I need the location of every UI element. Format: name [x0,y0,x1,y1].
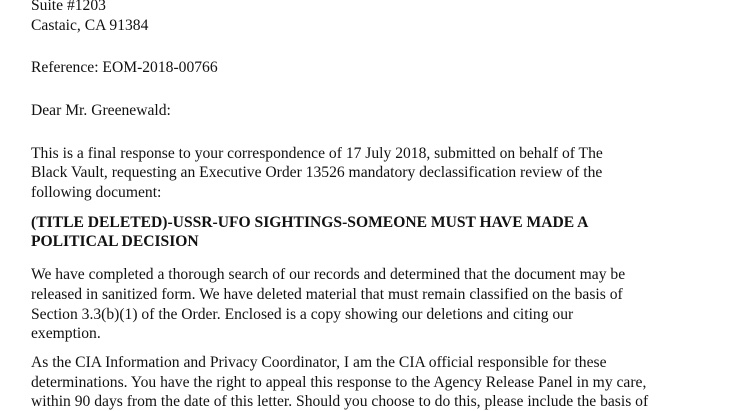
paragraph-line: We have completed a thorough search of our records and determined that the document may be [31,266,626,283]
paragraph-line: determinations. You have the right to appeal this response to the Agency Release Panel in my care, [31,374,647,391]
paragraph-line: exemption. [31,325,101,342]
paragraph-line: As the CIA Information and Privacy Coordinator, I am the CIA official responsible for these [31,354,607,371]
paragraph-line: following document: [31,184,162,201]
document-title-line: (TITLE DELETED)-USSR-UFO SIGHTINGS-SOMEONE MUST HAVE MADE A [31,214,589,231]
paragraph-line: released in sanitized form. We have deleted material that must remain classified on the basis of [31,286,623,303]
address-city-state-zip: Castaic, CA 91384 [31,17,149,34]
salutation: Dear Mr. Greenewald: [31,102,171,119]
reference-line: Reference: EOM-2018-00766 [31,59,218,76]
paragraph-line: Section 3.3(b)(1) of the Order. Enclosed is a copy showing our deletions and citing our [31,306,574,323]
paragraph-line: within 90 days from the date of this letter. Should you choose to do this, please include the basis of [31,393,649,410]
address-suite: Suite #1203 [31,0,106,14]
paragraph-line: This is a final response to your correspondence of 17 July 2018, submitted on behalf of The [31,145,603,162]
paragraph-line: Black Vault, requesting an Executive Order 13526 mandatory declassification review of the [31,164,603,181]
document-title-line: POLITICAL DECISION [31,233,199,250]
